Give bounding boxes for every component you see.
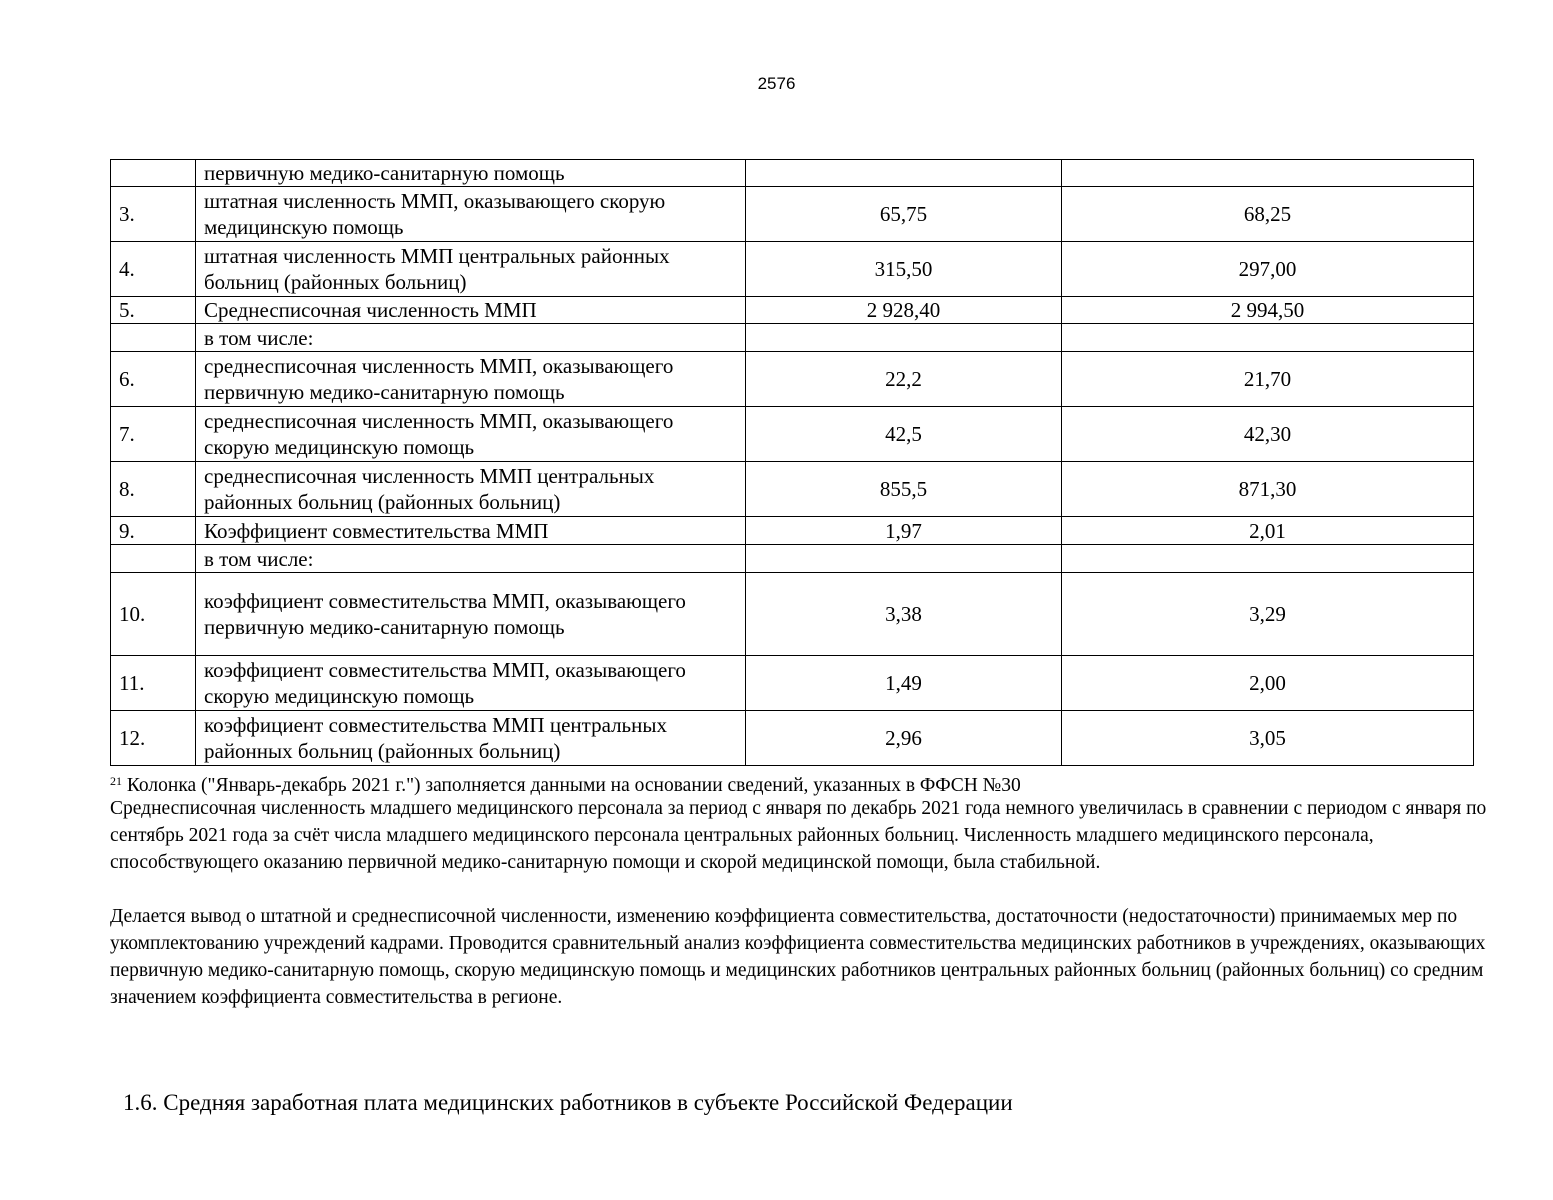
row-number: 12. bbox=[111, 711, 196, 766]
row-value-2: 42,30 bbox=[1062, 407, 1474, 462]
table-row bbox=[111, 462, 1474, 517]
paragraph-1: Среднесписочная численность младшего медицинского персонала за период с января по декабрь 2021 года немного увеличилась в сравнении с периодом с января по сентябрь 2021 года за счёт числа младшего медицинского персонала центральных районных больниц. Численность младшего медицинского персонала, способствующего оказанию первичной медико-санитарную помощи и скорой медицинской помощи, была стабильной. bbox=[110, 798, 1487, 873]
table-row bbox=[111, 407, 1474, 462]
table-row bbox=[111, 242, 1474, 297]
paragraph-2: Делается вывод о штатной и среднесписочной численности, изменению коэффициента совместительства, достаточности (недостаточности) принимаемых мер по укомплектованию учреждений кадрами. Проводится сравнительный анализ коэффициента совместительства медицинских работников в учреждениях, оказывающих первичную медико-санитарную помощь, скорую медицинскую помощь и медицинских работников центральных районных больниц (районных больниц) со средним значением коэффициента совместительства в регионе. bbox=[110, 906, 1486, 1008]
row-label: коэффициент совместительства ММП, оказывающего первичную медико-санитарную помощь bbox=[196, 573, 746, 656]
row-value-1: 855,5 bbox=[746, 462, 1062, 517]
table-row bbox=[111, 187, 1474, 242]
row-label: в том числе: bbox=[196, 324, 746, 352]
row-value-1: 2 928,40 bbox=[746, 297, 1062, 324]
row-value-1 bbox=[746, 545, 1062, 573]
row-number: 5. bbox=[111, 297, 196, 324]
row-number: 11. bbox=[111, 656, 196, 711]
row-value-2: 3,29 bbox=[1062, 573, 1474, 656]
row-number: 3. bbox=[111, 187, 196, 242]
row-number bbox=[111, 324, 196, 352]
row-number: 10. bbox=[111, 573, 196, 656]
row-value-1: 1,97 bbox=[746, 517, 1062, 545]
row-label: Среднесписочная численность ММП bbox=[196, 297, 746, 324]
row-label: среднесписочная численность ММП, оказывающего скорую медицинскую помощь bbox=[196, 407, 746, 462]
row-number: 8. bbox=[111, 462, 196, 517]
row-value-2 bbox=[1062, 324, 1474, 352]
table-row bbox=[111, 160, 1474, 187]
row-label: в том числе: bbox=[196, 545, 746, 573]
table-row bbox=[111, 545, 1474, 573]
data-table bbox=[110, 159, 1474, 766]
row-value-2: 297,00 bbox=[1062, 242, 1474, 297]
row-value-1: 42,5 bbox=[746, 407, 1062, 462]
row-value-2: 871,30 bbox=[1062, 462, 1474, 517]
table-row bbox=[111, 352, 1474, 407]
row-number: 9. bbox=[111, 517, 196, 545]
row-value-1: 65,75 bbox=[746, 187, 1062, 242]
footnote-marker: 21 bbox=[110, 774, 122, 788]
row-value-1 bbox=[746, 160, 1062, 187]
row-value-2 bbox=[1062, 160, 1474, 187]
row-value-1 bbox=[746, 324, 1062, 352]
row-value-1: 2,96 bbox=[746, 711, 1062, 766]
row-label: первичную медико-санитарную помощь bbox=[196, 160, 746, 187]
table-row bbox=[111, 324, 1474, 352]
table-row bbox=[111, 656, 1474, 711]
table-row bbox=[111, 517, 1474, 545]
row-number: 4. bbox=[111, 242, 196, 297]
row-label: среднесписочная численность ММП, оказывающего первичную медико-санитарную помощь bbox=[196, 352, 746, 407]
row-value-2: 21,70 bbox=[1062, 352, 1474, 407]
table-row bbox=[111, 573, 1474, 656]
row-value-2 bbox=[1062, 545, 1474, 573]
row-number: 6. bbox=[111, 352, 196, 407]
row-value-2: 2,00 bbox=[1062, 656, 1474, 711]
row-number bbox=[111, 160, 196, 187]
row-label: Коэффициент совместительства ММП bbox=[196, 517, 746, 545]
footnote-text: Колонка ("Январь-декабрь 2021 г.") заполняется данными на основании сведений, указанных в ФФСН №30 bbox=[122, 775, 1021, 796]
table-row bbox=[111, 297, 1474, 324]
row-label: штатная численность ММП центральных районных больниц (районных больниц) bbox=[196, 242, 746, 297]
row-value-1: 315,50 bbox=[746, 242, 1062, 297]
section-heading: 1.6. Средняя заработная плата медицинских работников в субъекте Российской Федерации bbox=[123, 1090, 1013, 1115]
row-value-2: 3,05 bbox=[1062, 711, 1474, 766]
row-value-1: 3,38 bbox=[746, 573, 1062, 656]
row-value-1: 1,49 bbox=[746, 656, 1062, 711]
page-number: 2576 bbox=[757, 74, 796, 93]
row-label: коэффициент совместительства ММП центральных районных больниц (районных больниц) bbox=[196, 711, 746, 766]
row-value-2: 2 994,50 bbox=[1062, 297, 1474, 324]
row-number: 7. bbox=[111, 407, 196, 462]
row-number bbox=[111, 545, 196, 573]
row-label: штатная численность ММП, оказывающего скорую медицинскую помощь bbox=[196, 187, 746, 242]
row-value-1: 22,2 bbox=[746, 352, 1062, 407]
table-row bbox=[111, 711, 1474, 766]
row-label: коэффициент совместительства ММП, оказывающего скорую медицинскую помощь bbox=[196, 656, 746, 711]
row-label: среднесписочная численность ММП центральных районных больниц (районных больниц) bbox=[196, 462, 746, 517]
row-value-2: 68,25 bbox=[1062, 187, 1474, 242]
row-value-2: 2,01 bbox=[1062, 517, 1474, 545]
